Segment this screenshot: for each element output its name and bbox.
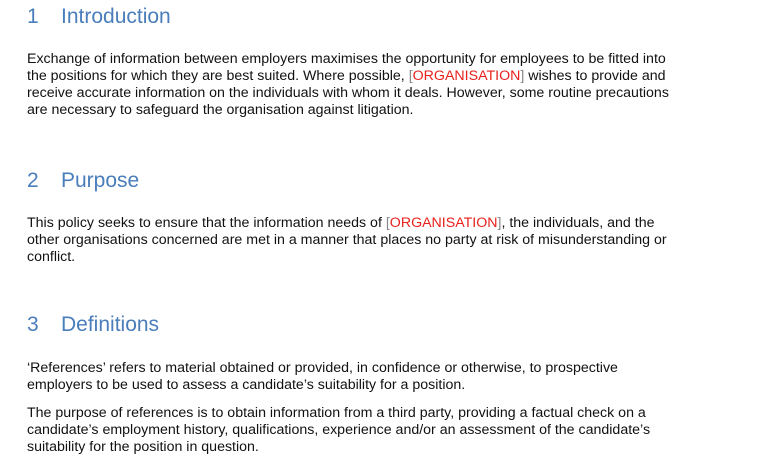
purpose-paragraph: [27, 215, 757, 266]
text-line: conflict.: [27, 249, 76, 265]
definitions-paragraph-references: [27, 360, 757, 394]
section-heading-definitions: [27, 313, 159, 337]
section-heading-purpose: [27, 169, 139, 193]
organisation-placeholder: ORGANISATION: [412, 68, 521, 84]
text-line: The purpose of references is to obtain information from a third party, providing a factual check on a: [27, 405, 646, 421]
text-line: receive accurate information on the individuals with whom it deals. However, some routine precautions: [27, 85, 669, 101]
definitions-paragraph-purpose: [27, 405, 757, 456]
text-line: other organisations concerned are met in a manner that places no party at risk of misunderstanding or: [27, 232, 667, 248]
section-number: 3: [27, 313, 39, 336]
section-title: Purpose: [61, 169, 140, 192]
organisation-placeholder: ORGANISATION: [389, 215, 498, 231]
section-number: 2: [27, 169, 39, 192]
section-number: 1: [27, 5, 39, 28]
text-line: employers to be used to assess a candidate’s suitability for a position.: [27, 377, 466, 393]
text-line: suitability for the position in question.: [27, 439, 259, 455]
text-line: are necessary to safeguard the organisation against litigation.: [27, 102, 414, 118]
text-line: ‘References’ refers to material obtained or provided, in confidence or otherwise, to prospective: [27, 360, 618, 376]
section-title: Introduction: [61, 5, 171, 28]
text-line: This policy seeks to ensure that the information needs of [ORGANISATION], the individuals, and the: [27, 215, 655, 231]
section-title: Definitions: [61, 313, 160, 336]
text-line: Exchange of information between employers maximises the opportunity for employees to be fitted into: [27, 51, 666, 67]
text-line: the positions for which they are best suited. Where possible, [ORGANISATION] wishes to provide and: [27, 68, 666, 84]
section-heading-introduction: [27, 5, 171, 29]
intro-paragraph: [27, 51, 757, 119]
text-line: candidate’s employment history, qualifications, experience and/or an assessment of the candidate’s: [27, 422, 651, 438]
